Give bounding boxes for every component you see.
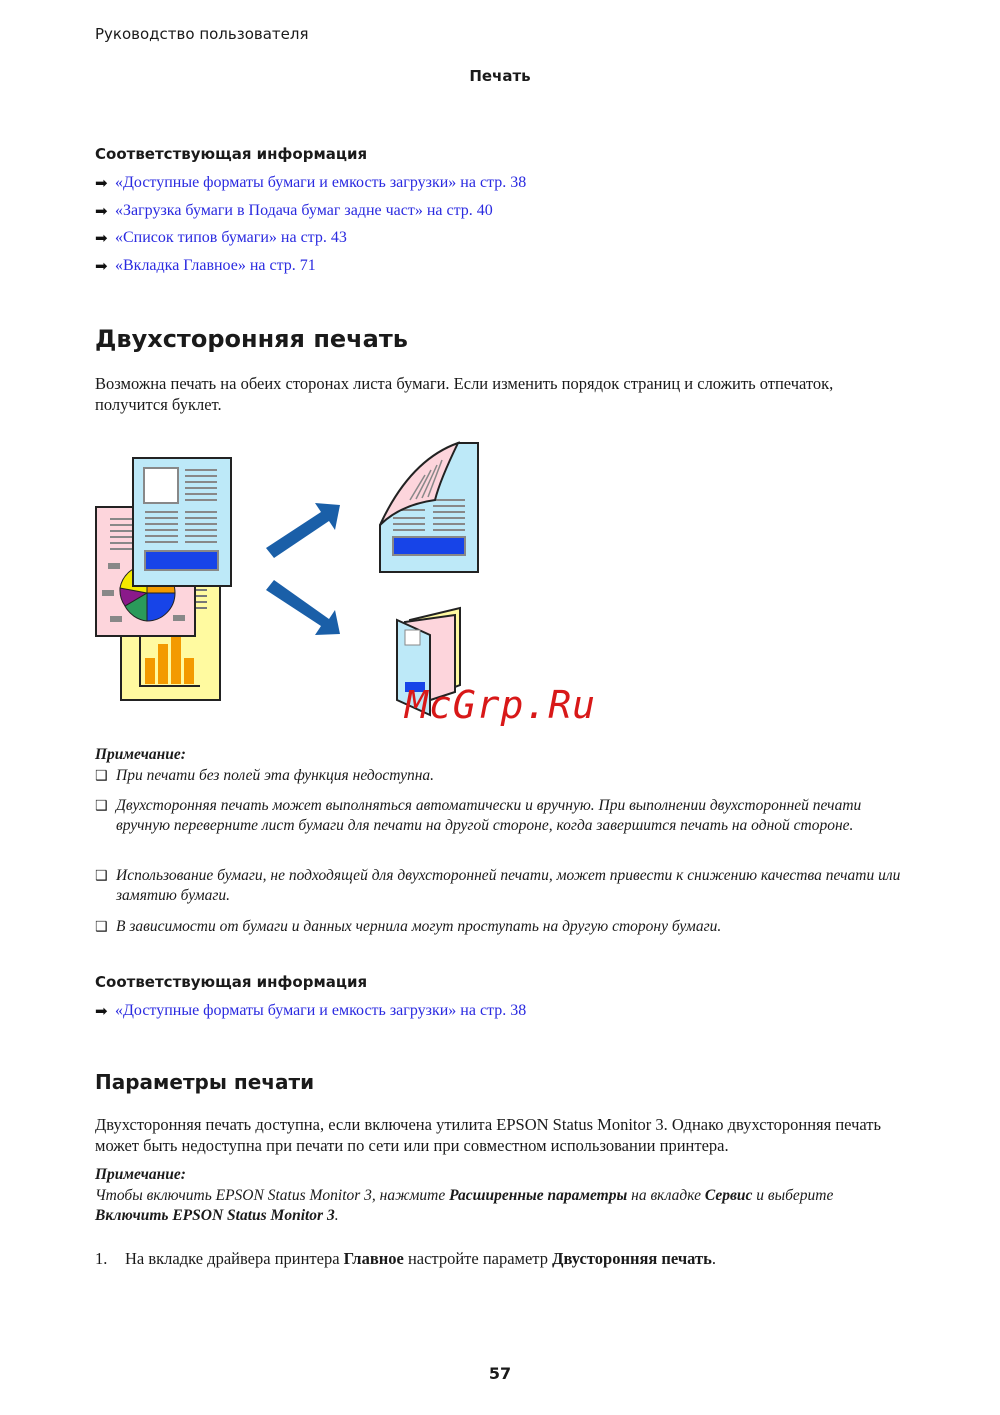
related-link[interactable] bbox=[95, 202, 493, 220]
duplex-page-result bbox=[380, 443, 478, 572]
related-info-heading: Соответствующая информация bbox=[95, 973, 368, 991]
note-item: ❑ При печати без полей эта функция недоступна. bbox=[95, 767, 435, 784]
section-title: Печать bbox=[469, 67, 531, 85]
link-text[interactable]: «Вкладка Главное» на стр. 71 bbox=[115, 257, 316, 274]
note-item: ❑ Двухсторонняя печать может выполняться автоматически и вручную. При выполнении двухсторонней печати вручную переверните лист бумаги для печати на другой стороне, когда завершится печать на одной стороне. bbox=[95, 797, 862, 834]
checkbox-bullet-icon: ❑ bbox=[95, 919, 108, 935]
link-text[interactable]: «Доступные форматы бумаги и емкость загрузки» на стр. 38 bbox=[115, 1002, 527, 1019]
arrow-right-icon: ➡ bbox=[95, 1002, 108, 1020]
duplex-heading: Двухсторонняя печать bbox=[95, 325, 408, 353]
note-item: ❑ Использование бумаги, не подходящей для двухсторонней печати, может привести к снижению качества печати или замятию бумаги. bbox=[95, 867, 901, 904]
related-link[interactable] bbox=[95, 1002, 526, 1020]
link-text[interactable]: «Доступные форматы бумаги и емкость загрузки» на стр. 38 bbox=[115, 174, 527, 191]
checkbox-bullet-icon: ❑ bbox=[95, 798, 108, 814]
arrow-down-right-icon bbox=[266, 580, 340, 635]
page-number: 57 bbox=[488, 1364, 512, 1383]
settings-note: Чтобы включить EPSON Status Monitor 3, нажмите Расширенные параметры на вкладке Сервис и выберите Включить EPSON Status Monitor 3. bbox=[95, 1187, 834, 1224]
checkbox-bullet-icon: ❑ bbox=[95, 868, 108, 884]
arrow-up-right-icon bbox=[266, 503, 340, 558]
related-link[interactable] bbox=[95, 229, 347, 247]
settings-heading: Параметры печати bbox=[95, 1070, 315, 1094]
arrow-right-icon: ➡ bbox=[95, 174, 108, 192]
duplex-intro: Возможна печать на обеих сторонах листа бумаги. Если изменить порядок страниц и сложить отпечаток, получится буклет. bbox=[95, 374, 834, 414]
note-item: ❑ В зависимости от бумаги и данных чернила могут проступать на другую сторону бумаги. bbox=[95, 918, 722, 935]
note-title: Примечание: bbox=[95, 746, 186, 763]
source-pages bbox=[96, 458, 231, 700]
arrow-right-icon: ➡ bbox=[95, 202, 108, 220]
watermark: McGrp.Ru bbox=[405, 683, 597, 727]
related-link[interactable] bbox=[95, 257, 316, 275]
link-text[interactable]: «Список типов бумаги» на стр. 43 bbox=[115, 229, 347, 246]
arrow-right-icon: ➡ bbox=[95, 229, 108, 247]
note-title: Примечание: bbox=[95, 1166, 186, 1183]
link-text[interactable]: «Загрузка бумаги в Подача бумаг задне част» на стр. 40 bbox=[115, 202, 493, 219]
related-link[interactable] bbox=[95, 174, 526, 192]
manual-title: Руководство пользователя bbox=[95, 25, 309, 43]
step-1: 1. На вкладке драйвера принтера Главное настройте параметр Двусторонняя печать. bbox=[95, 1249, 716, 1268]
related-info-heading: Соответствующая информация bbox=[95, 145, 368, 163]
settings-intro: Двухсторонняя печать доступна, если включена утилита EPSON Status Monitor 3. Однако двухсторонняя печать может быть недоступна при печати по сети или при совместном использовании принтера. bbox=[95, 1115, 882, 1155]
checkbox-bullet-icon: ❑ bbox=[95, 768, 108, 784]
arrow-right-icon: ➡ bbox=[95, 257, 108, 275]
